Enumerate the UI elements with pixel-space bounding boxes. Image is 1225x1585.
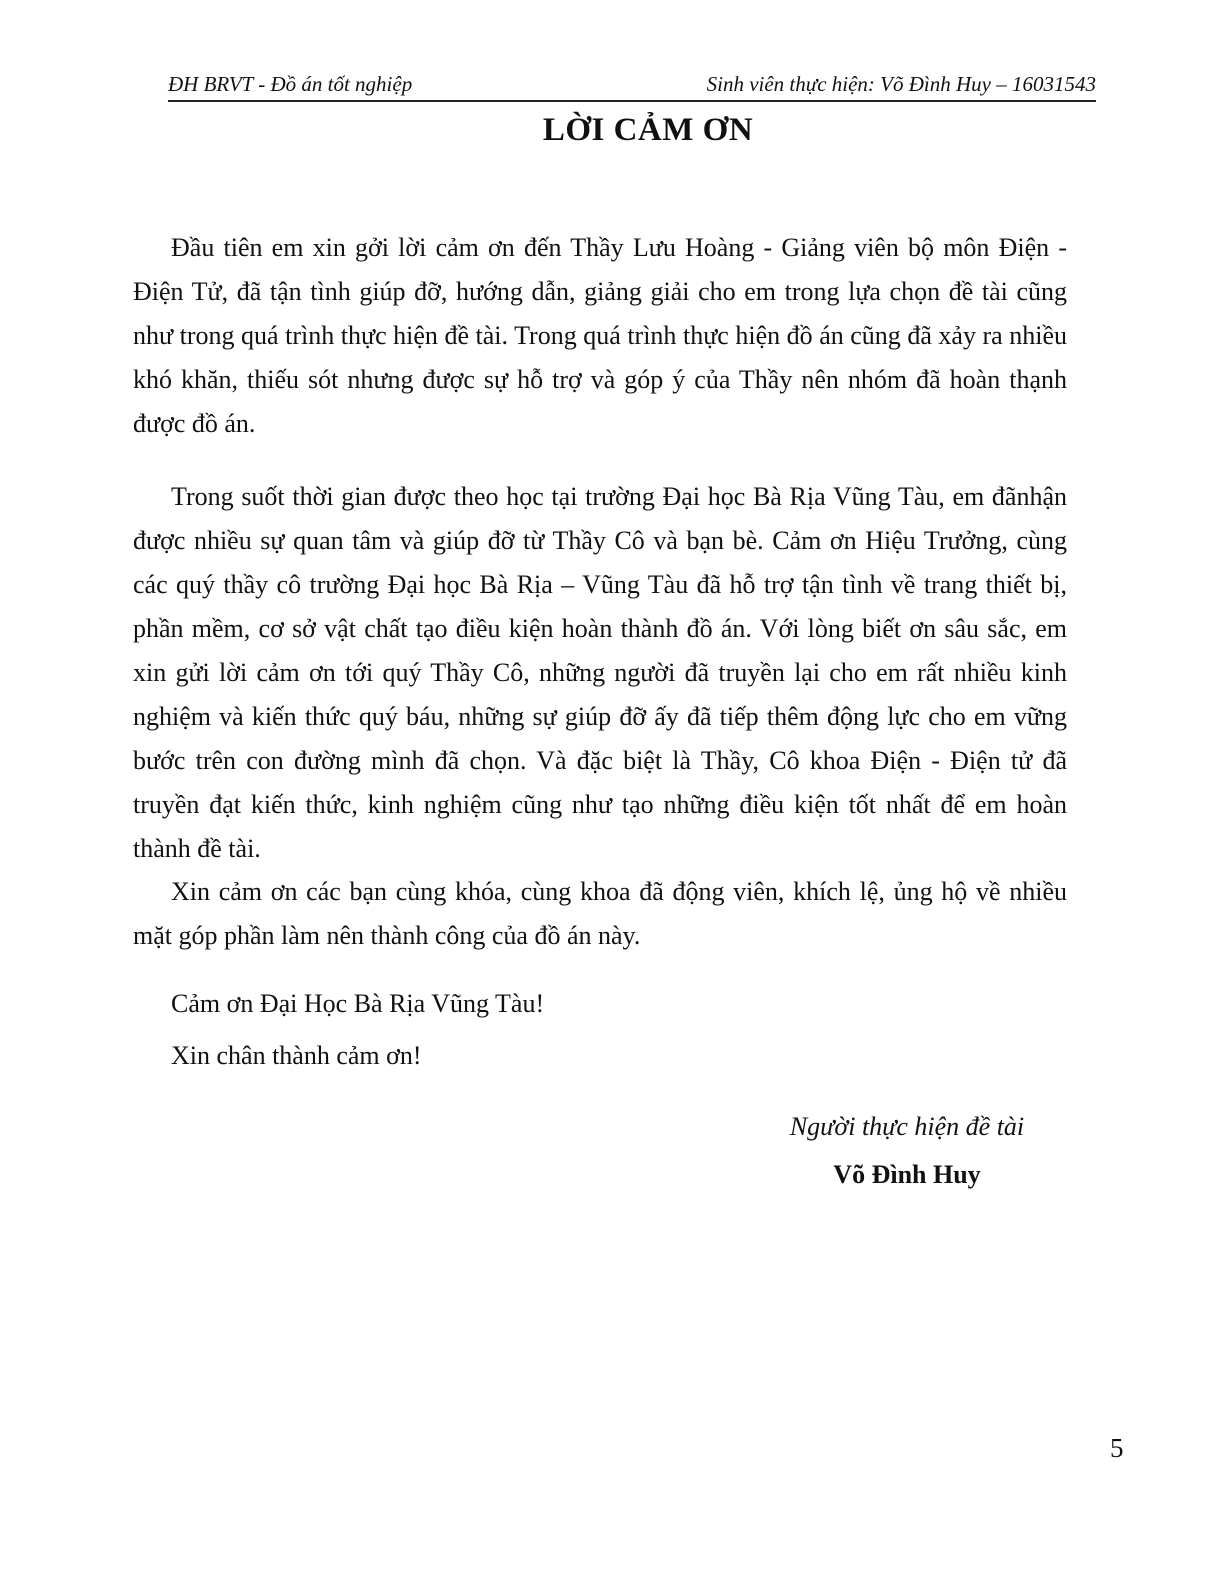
header-right-text: Sinh viên thực hiện: Võ Đình Huy – 16031543 (706, 72, 1096, 96)
paragraph-text: Xin cảm ơn các bạn cùng khóa, cùng khoa đã động viên, khích lệ, ủng hộ về nhiều mặt góp phần làm nên thành công của đồ án này. (133, 877, 1067, 950)
signature-role: Người thực hiện đề tài (789, 1112, 1025, 1141)
page-title: LỜI CẢM ƠN (542, 112, 754, 148)
signature-name: Võ Đình Huy (833, 1160, 981, 1189)
body-paragraph-5 (133, 1034, 1067, 1078)
page-number: 5 (1110, 1433, 1124, 1463)
body-paragraph-4 (133, 982, 1067, 1026)
paragraph-text: Cảm ơn Đại Học Bà Rịa Vũng Tàu! (171, 989, 545, 1018)
header-left-text: ĐH BRVT - Đồ án tốt nghiệp (168, 72, 413, 96)
paragraph-text: Đầu tiên em xin gởi lời cảm ơn đến Thầy Lưu Hoàng - Giảng viên bộ môn Điện - Điện Tử, đã tận tình giúp đỡ, hướng dẫn, giảng giải cho em trong lựa chọn đề tài cũng như trong quá trình thực hiện đề tài. Trong quá trình thực hiện đồ án cũng đã xảy ra nhiều khó khăn, thiếu sót nhưng được sự hỗ trợ và góp ý của Thầy nên nhóm đã hoàn thạnh được đồ án. (133, 233, 1067, 438)
body-paragraph-2 (133, 475, 1067, 871)
page-header (168, 70, 1096, 102)
body-paragraph-1 (133, 226, 1067, 446)
paragraph-text: Xin chân thành cảm ơn! (171, 1041, 422, 1070)
paragraph-text: Trong suốt thời gian được theo học tại trường Đại học Bà Rịa Vũng Tàu, em đãnhận được nhiều sự quan tâm và giúp đỡ từ Thầy Cô và bạn bè. Cảm ơn Hiệu Trưởng, cùng các quý thầy cô trường Đại học Bà Rịa – Vũng Tàu đã hỗ trợ tận tình về trang thiết bị, phần mềm, cơ sở vật chất tạo điều kiện hoàn thành đồ án. Với lòng biết ơn sâu sắc, em xin gửi lời cảm ơn tới quý Thầy Cô, những người đã truyền lại cho em rất nhiều kinh nghiệm và kiến thức quý báu, những sự giúp đỡ ấy đã tiếp thêm động lực cho em vững bước trên con đường mình đã chọn. Và đặc biệt là Thầy, Cô khoa Điện - Điện tử đã truyền đạt kiến thức, kinh nghiệm cũng như tạo những điều kiện tốt nhất để em hoàn thành đề tài. (133, 482, 1067, 863)
body-paragraph-3 (133, 870, 1067, 958)
